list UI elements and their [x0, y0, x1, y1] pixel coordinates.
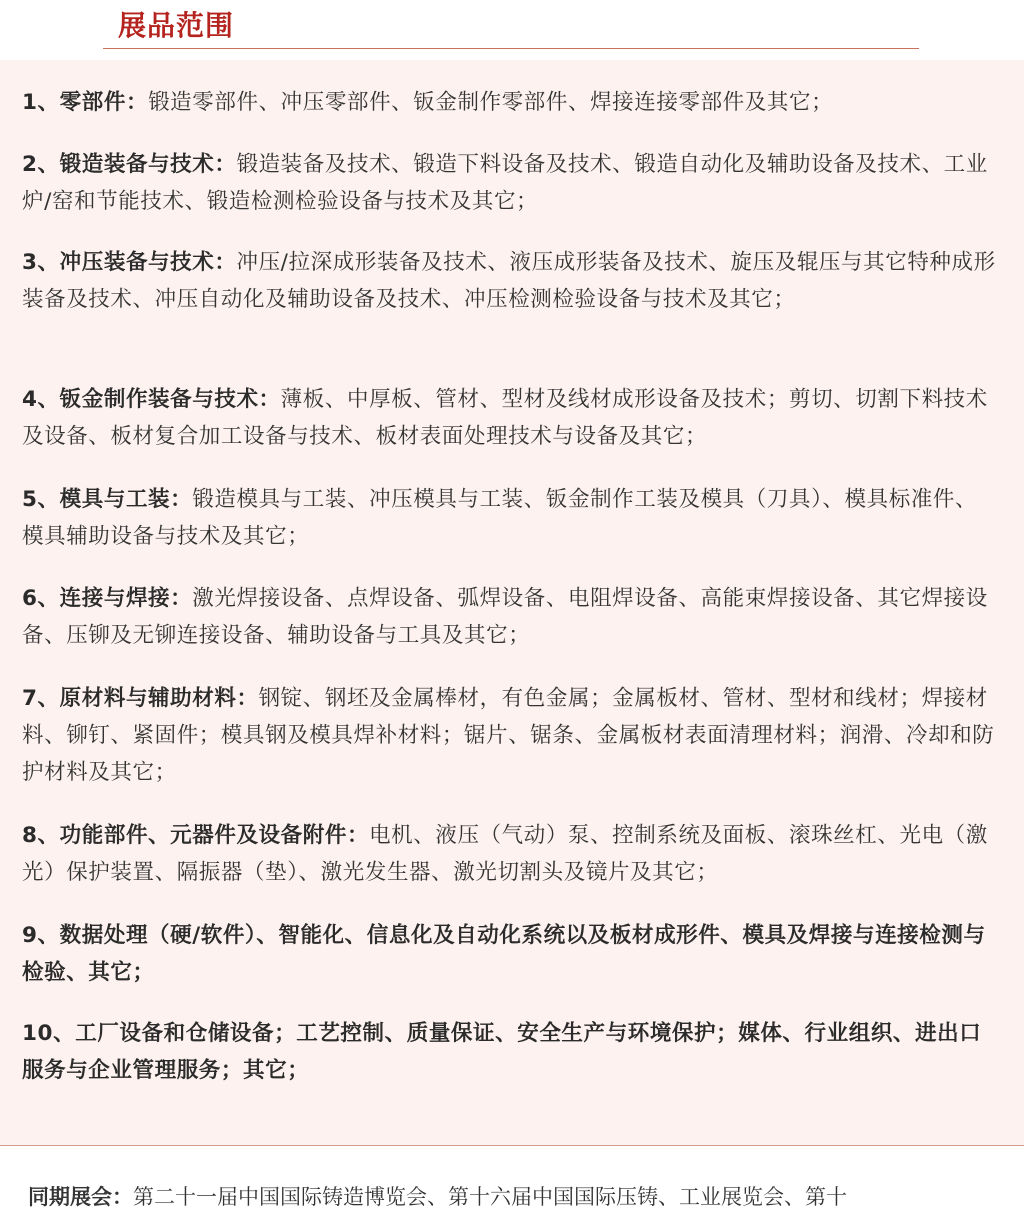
scope-item-label: 4、钣金制作装备与技术： [22, 387, 281, 412]
scope-item-7 [22, 680, 996, 791]
scope-item-4 [22, 381, 996, 455]
footer-label: 同期展会： [28, 1185, 133, 1209]
scope-item-label: 6、连接与焊接： [22, 586, 193, 611]
concurrent-exhibitions-text [28, 1183, 847, 1211]
scope-item-1 [22, 84, 996, 121]
scope-item-text: 10、工厂设备和仓储设备；工艺控制、质量保证、安全生产与环境保护；媒体、行业组织、进出口服务与企业管理服务；其它； [22, 1021, 982, 1083]
scope-item-text: 电机、液压（气动）泵、控制系统及面板、滚珠丝杠、光电（激光）保护装置、隔振器（垫）、激光发生器、激光切割头及镜片及其它； [22, 823, 988, 885]
title-underline [103, 48, 919, 49]
scope-item-text: 激光焊接设备、点焊设备、弧焊设备、电阻焊设备、高能束焊接设备、其它焊接设备、压铆及无铆连接设备、辅助设备与工具及其它； [22, 586, 988, 648]
scope-item-8 [22, 817, 996, 891]
scope-item-label: 1、零部件： [22, 90, 149, 115]
scope-item-label: 3、冲压装备与技术： [22, 250, 237, 275]
scope-item-6 [22, 580, 996, 654]
scope-item-text: 冲压/拉深成形装备及技术、液压成形装备及技术、旋压及辊压与其它特种成形装备及技术、冲压自动化及辅助设备及技术、冲压检测检验设备与技术及其它； [22, 250, 996, 312]
scope-item-text: 薄板、中厚板、管材、型材及线材成形设备及技术；剪切、切割下料技术及设备、板材复合加工设备与技术、板材表面处理技术与设备及其它； [22, 387, 988, 449]
scope-item-text: 锻造装备及技术、锻造下料设备及技术、锻造自动化及辅助设备及技术、工业炉/窑和节能技术、锻造检测检验设备与技术及其它； [22, 152, 988, 214]
scope-item-text: 9、数据处理（硬/软件）、智能化、信息化及自动化系统以及板材成形件、模具及焊接与连接检测与检验、其它； [22, 923, 986, 985]
section-title: 展品范围 [118, 9, 235, 42]
scope-item-9 [22, 917, 996, 991]
scope-item-label: 8、功能部件、元器件及设备附件： [22, 823, 370, 848]
scope-item-3 [22, 244, 996, 318]
scope-item-label: 5、模具与工装： [22, 487, 193, 512]
scope-item-text: 锻造零部件、冲压零部件、钣金制作零部件、焊接连接零部件及其它； [148, 90, 834, 115]
scope-item-5 [22, 481, 996, 555]
scope-item-10 [22, 1015, 996, 1089]
scope-item-label: 2、锻造装备与技术： [22, 152, 237, 177]
footer-body: 第二十一届中国国际铸造博览会、第十六届中国国际压铸、工业展览会、第十 [133, 1185, 847, 1209]
exhibit-scope-panel [0, 60, 1024, 1146]
concurrent-exhibitions-strip [0, 1147, 1024, 1209]
section-header [0, 0, 1024, 60]
scope-item-text: 钢锭、钢坯及金属棒材，有色金属；金属板材、管材、型材和线材；焊接材料、铆钉、紧固件；模具钢及模具焊补材料；锯片、锯条、金属板材表面清理材料；润滑、冷却和防护材料及其它； [22, 686, 995, 785]
scope-item-text: 锻造模具与工装、冲压模具与工装、钣金制作工装及模具（刀具）、模具标准件、模具辅助设备与技术及其它； [22, 487, 978, 549]
scope-item-label: 7、原材料与辅助材料： [22, 686, 259, 711]
scope-item-2 [22, 146, 996, 220]
